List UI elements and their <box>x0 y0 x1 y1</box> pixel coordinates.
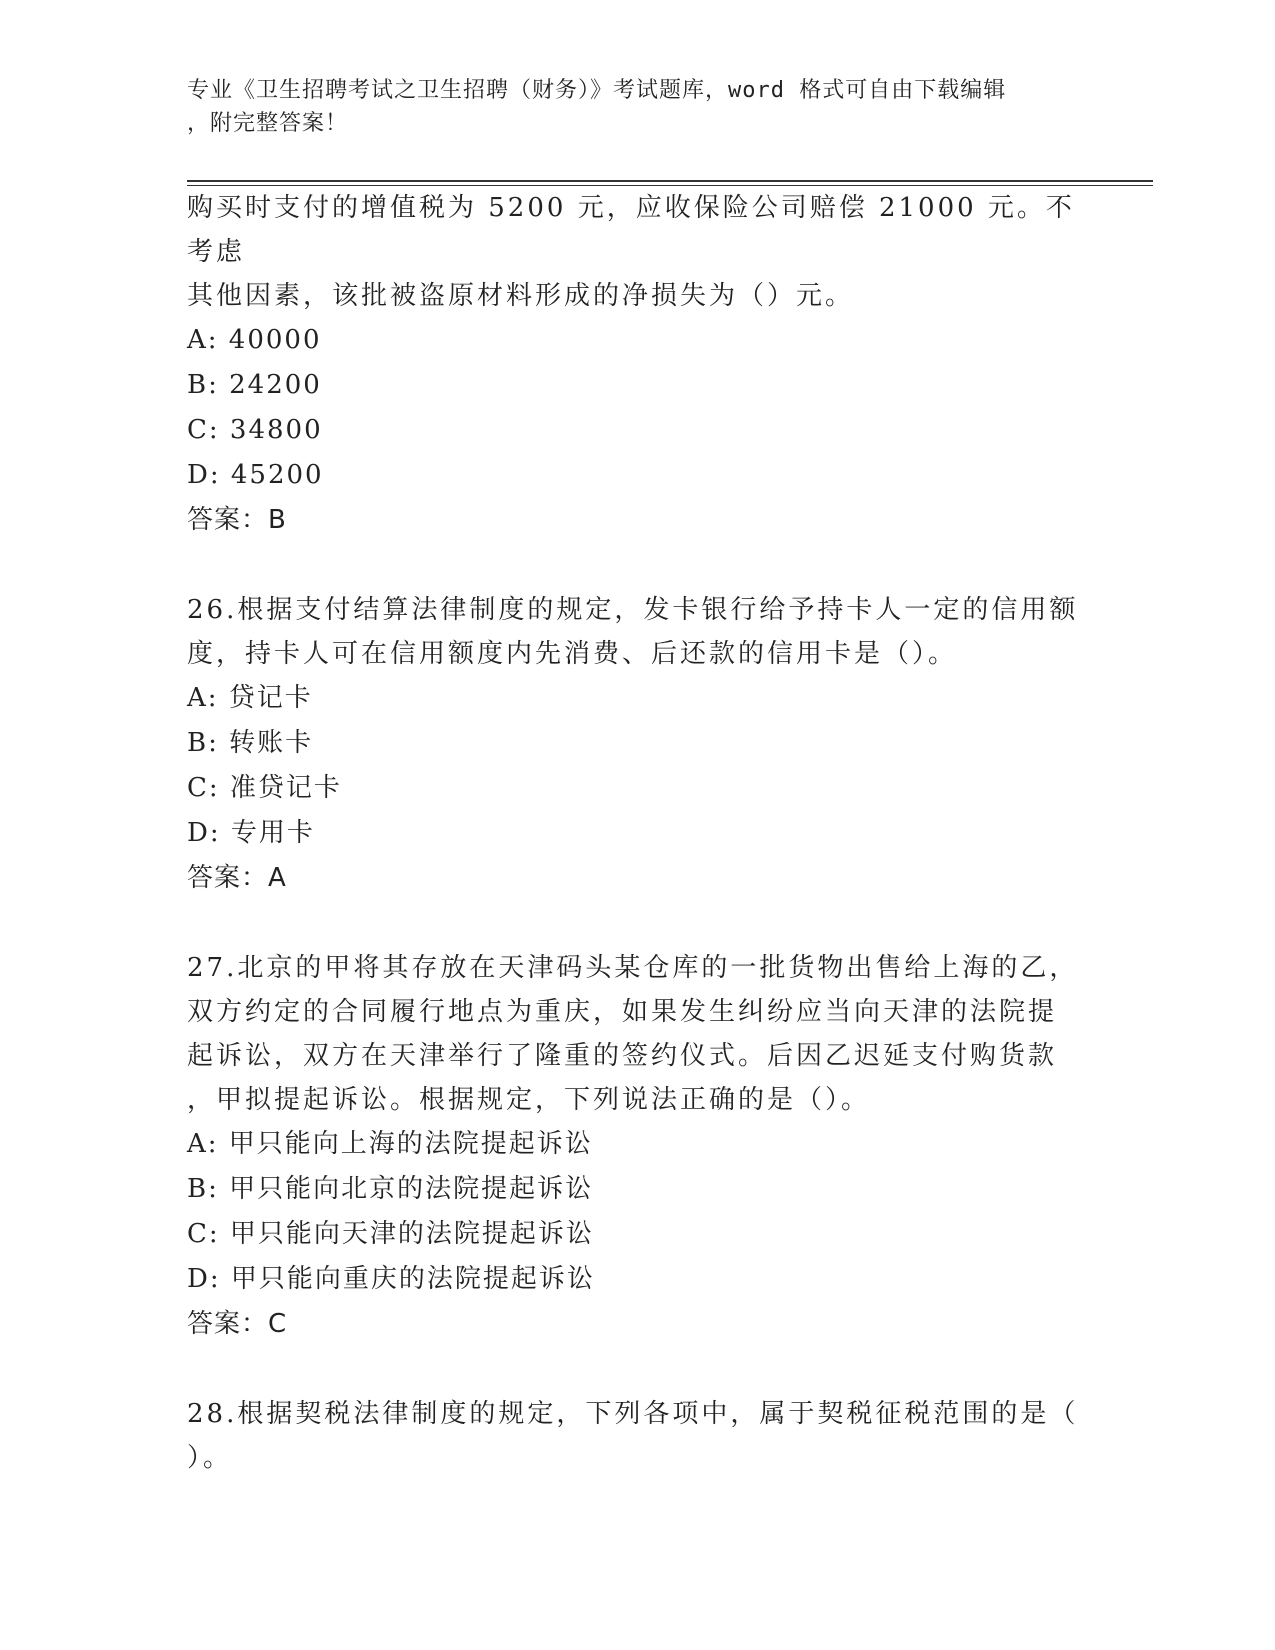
option-d: D: 专用卡 <box>187 818 315 848</box>
answer: 答案：A <box>187 863 287 893</box>
option-c: C: 甲只能向天津的法院提起诉讼 <box>187 1219 594 1249</box>
document-header <box>187 74 1067 140</box>
spacer <box>187 901 1087 946</box>
spacer <box>187 543 1087 588</box>
question-text-line: 28.根据契税法律制度的规定，下列各项中，属于契税征税范围的是（ <box>187 1399 1079 1429</box>
question-text-line: 度，持卡人可在信用额度内先消费、后还款的信用卡是（）。 <box>187 639 958 669</box>
question-28 <box>187 1392 1087 1480</box>
header-line-1: 专业《卫生招聘考试之卫生招聘（财务）》考试题库，word 格式可自由下载编辑 <box>187 78 1007 103</box>
question-text-line: 起诉讼，双方在天津举行了隆重的签约仪式。后因乙迟延支付购货款 <box>187 1041 1058 1071</box>
question-25 <box>187 186 1087 543</box>
option-b: B: 24200 <box>187 370 322 400</box>
question-27 <box>187 946 1087 1347</box>
option-a: A: 40000 <box>187 325 322 355</box>
option-a: A: 贷记卡 <box>187 683 313 713</box>
question-text-line: ）。 <box>187 1443 233 1473</box>
document-body <box>187 186 1087 1480</box>
answer: 答案：C <box>187 1309 288 1339</box>
option-a: A: 甲只能向上海的法院提起诉讼 <box>187 1129 593 1159</box>
question-text-line: 双方约定的合同履行地点为重庆，如果发生纠纷应当向天津的法院提 <box>187 997 1058 1027</box>
option-d: D: 45200 <box>187 460 324 490</box>
question-text-line: 购买时支付的增值税为 5200 元，应收保险公司赔偿 21000 元。不考虑 <box>187 193 1075 267</box>
answer: 答案：B <box>187 505 287 535</box>
spacer <box>187 1347 1087 1392</box>
option-b: B: 甲只能向北京的法院提起诉讼 <box>187 1174 594 1204</box>
option-d: D: 甲只能向重庆的法院提起诉讼 <box>187 1264 595 1294</box>
question-text-line: 其他因素，该批被盗原材料形成的净损失为（）元。 <box>187 281 855 311</box>
option-b: B: 转账卡 <box>187 728 314 758</box>
question-text-line: ，甲拟提起诉讼。根据规定，下列说法正确的是（）。 <box>187 1085 871 1115</box>
header-line-2: ，附完整答案！ <box>187 111 349 136</box>
header-divider-thick <box>187 180 1153 182</box>
option-c: C: 准贷记卡 <box>187 773 342 803</box>
option-c: C: 34800 <box>187 415 323 445</box>
question-26 <box>187 588 1087 901</box>
question-text-line: 26.根据支付结算法律制度的规定，发卡银行给予持卡人一定的信用额 <box>187 595 1079 625</box>
question-text-line: 27.北京的甲将其存放在天津码头某仓库的一批货物出售给上海的乙， <box>187 953 1079 983</box>
